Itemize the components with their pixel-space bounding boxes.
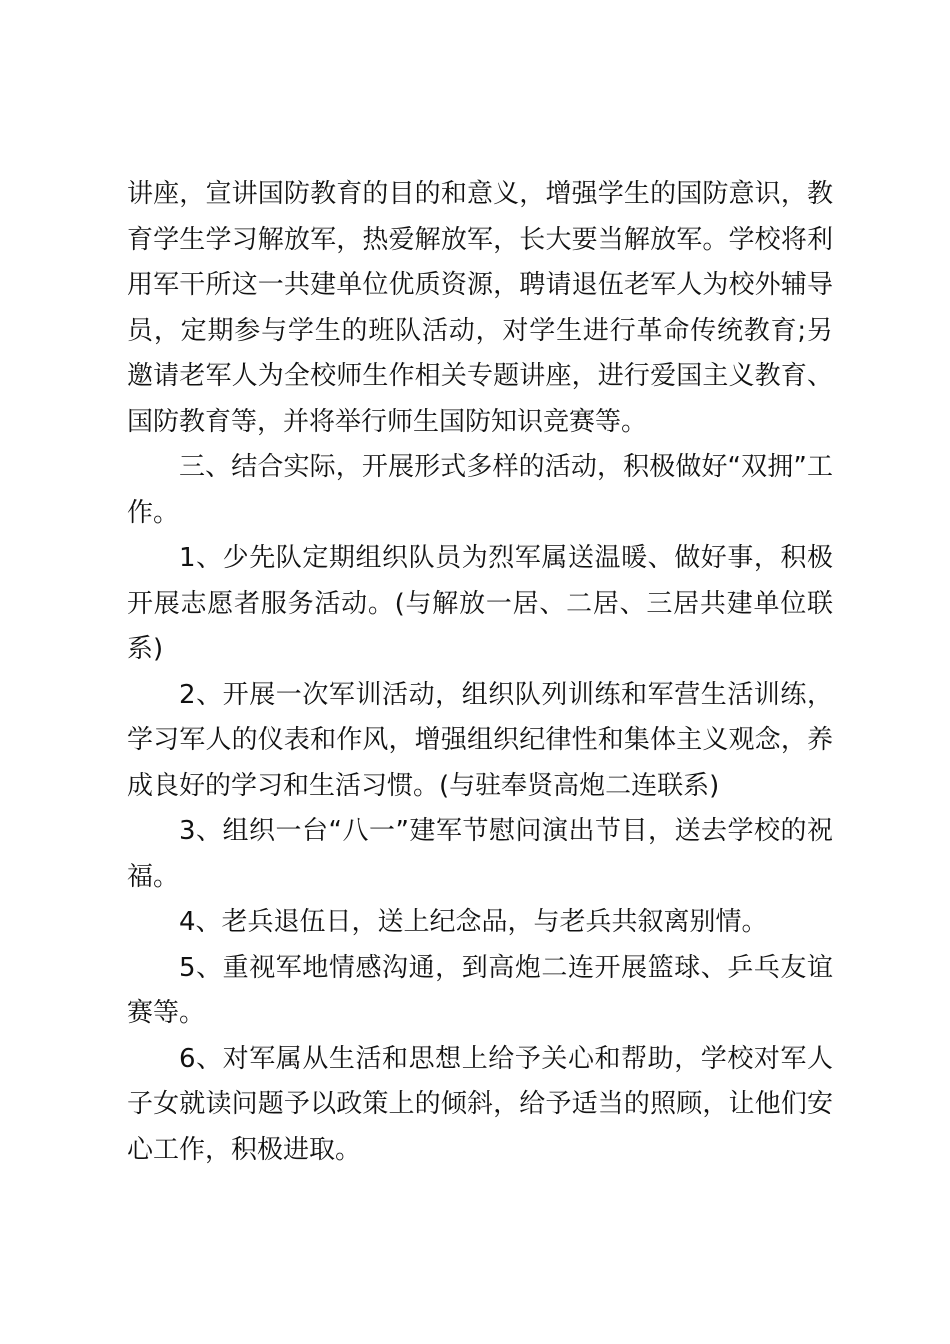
paragraph-item-2: 2、开展一次军训活动，组织队列训练和军营生活训练，学习军人的仪表和作风，增强组织纪律性和集体主义观念，养成良好的学习和生活习惯。(与驻奉贤高炮二连联系) [127, 679, 833, 801]
paragraph-item-3: 3、组织一台“八一”建军节慰问演出节目，送去学校的祝福。 [127, 816, 833, 892]
paragraph-item-6: 6、对军属从生活和思想上给予关心和帮助，学校对军人子女就读问题予以政策上的倾斜，给予适当的照顾，让他们安心工作，积极进取。 [127, 1043, 833, 1165]
paragraph-continuation: 讲座，宣讲国防教育的目的和意义，增强学生的国防意识，教育学生学习解放军，热爱解放军，长大要当解放军。学校将利用军干所这一共建单位优质资源，聘请退伍老军人为校外辅导员，定期参与学生的班队活动，对学生进行革命传统教育;另邀请老军人为全校师生作相关专题讲座，进行爱国主义教育、国防教育等，并将举行师生国防知识竞赛等。 [127, 179, 833, 437]
paragraph-section-three-heading: 三、结合实际，开展形式多样的活动，积极做好“双拥”工作。 [127, 452, 833, 528]
paragraph-item-5: 5、重视军地情感沟通，到高炮二连开展篮球、乒乓友谊赛等。 [127, 952, 833, 1028]
document-body [127, 172, 833, 1173]
paragraph-item-4: 4、老兵退伍日，送上纪念品，与老兵共叙离别情。 [179, 907, 768, 937]
paragraph-item-1: 1、少先队定期组织队员为烈军属送温暖、做好事，积极开展志愿者服务活动。(与解放一居、二居、三居共建单位联系) [127, 543, 833, 664]
